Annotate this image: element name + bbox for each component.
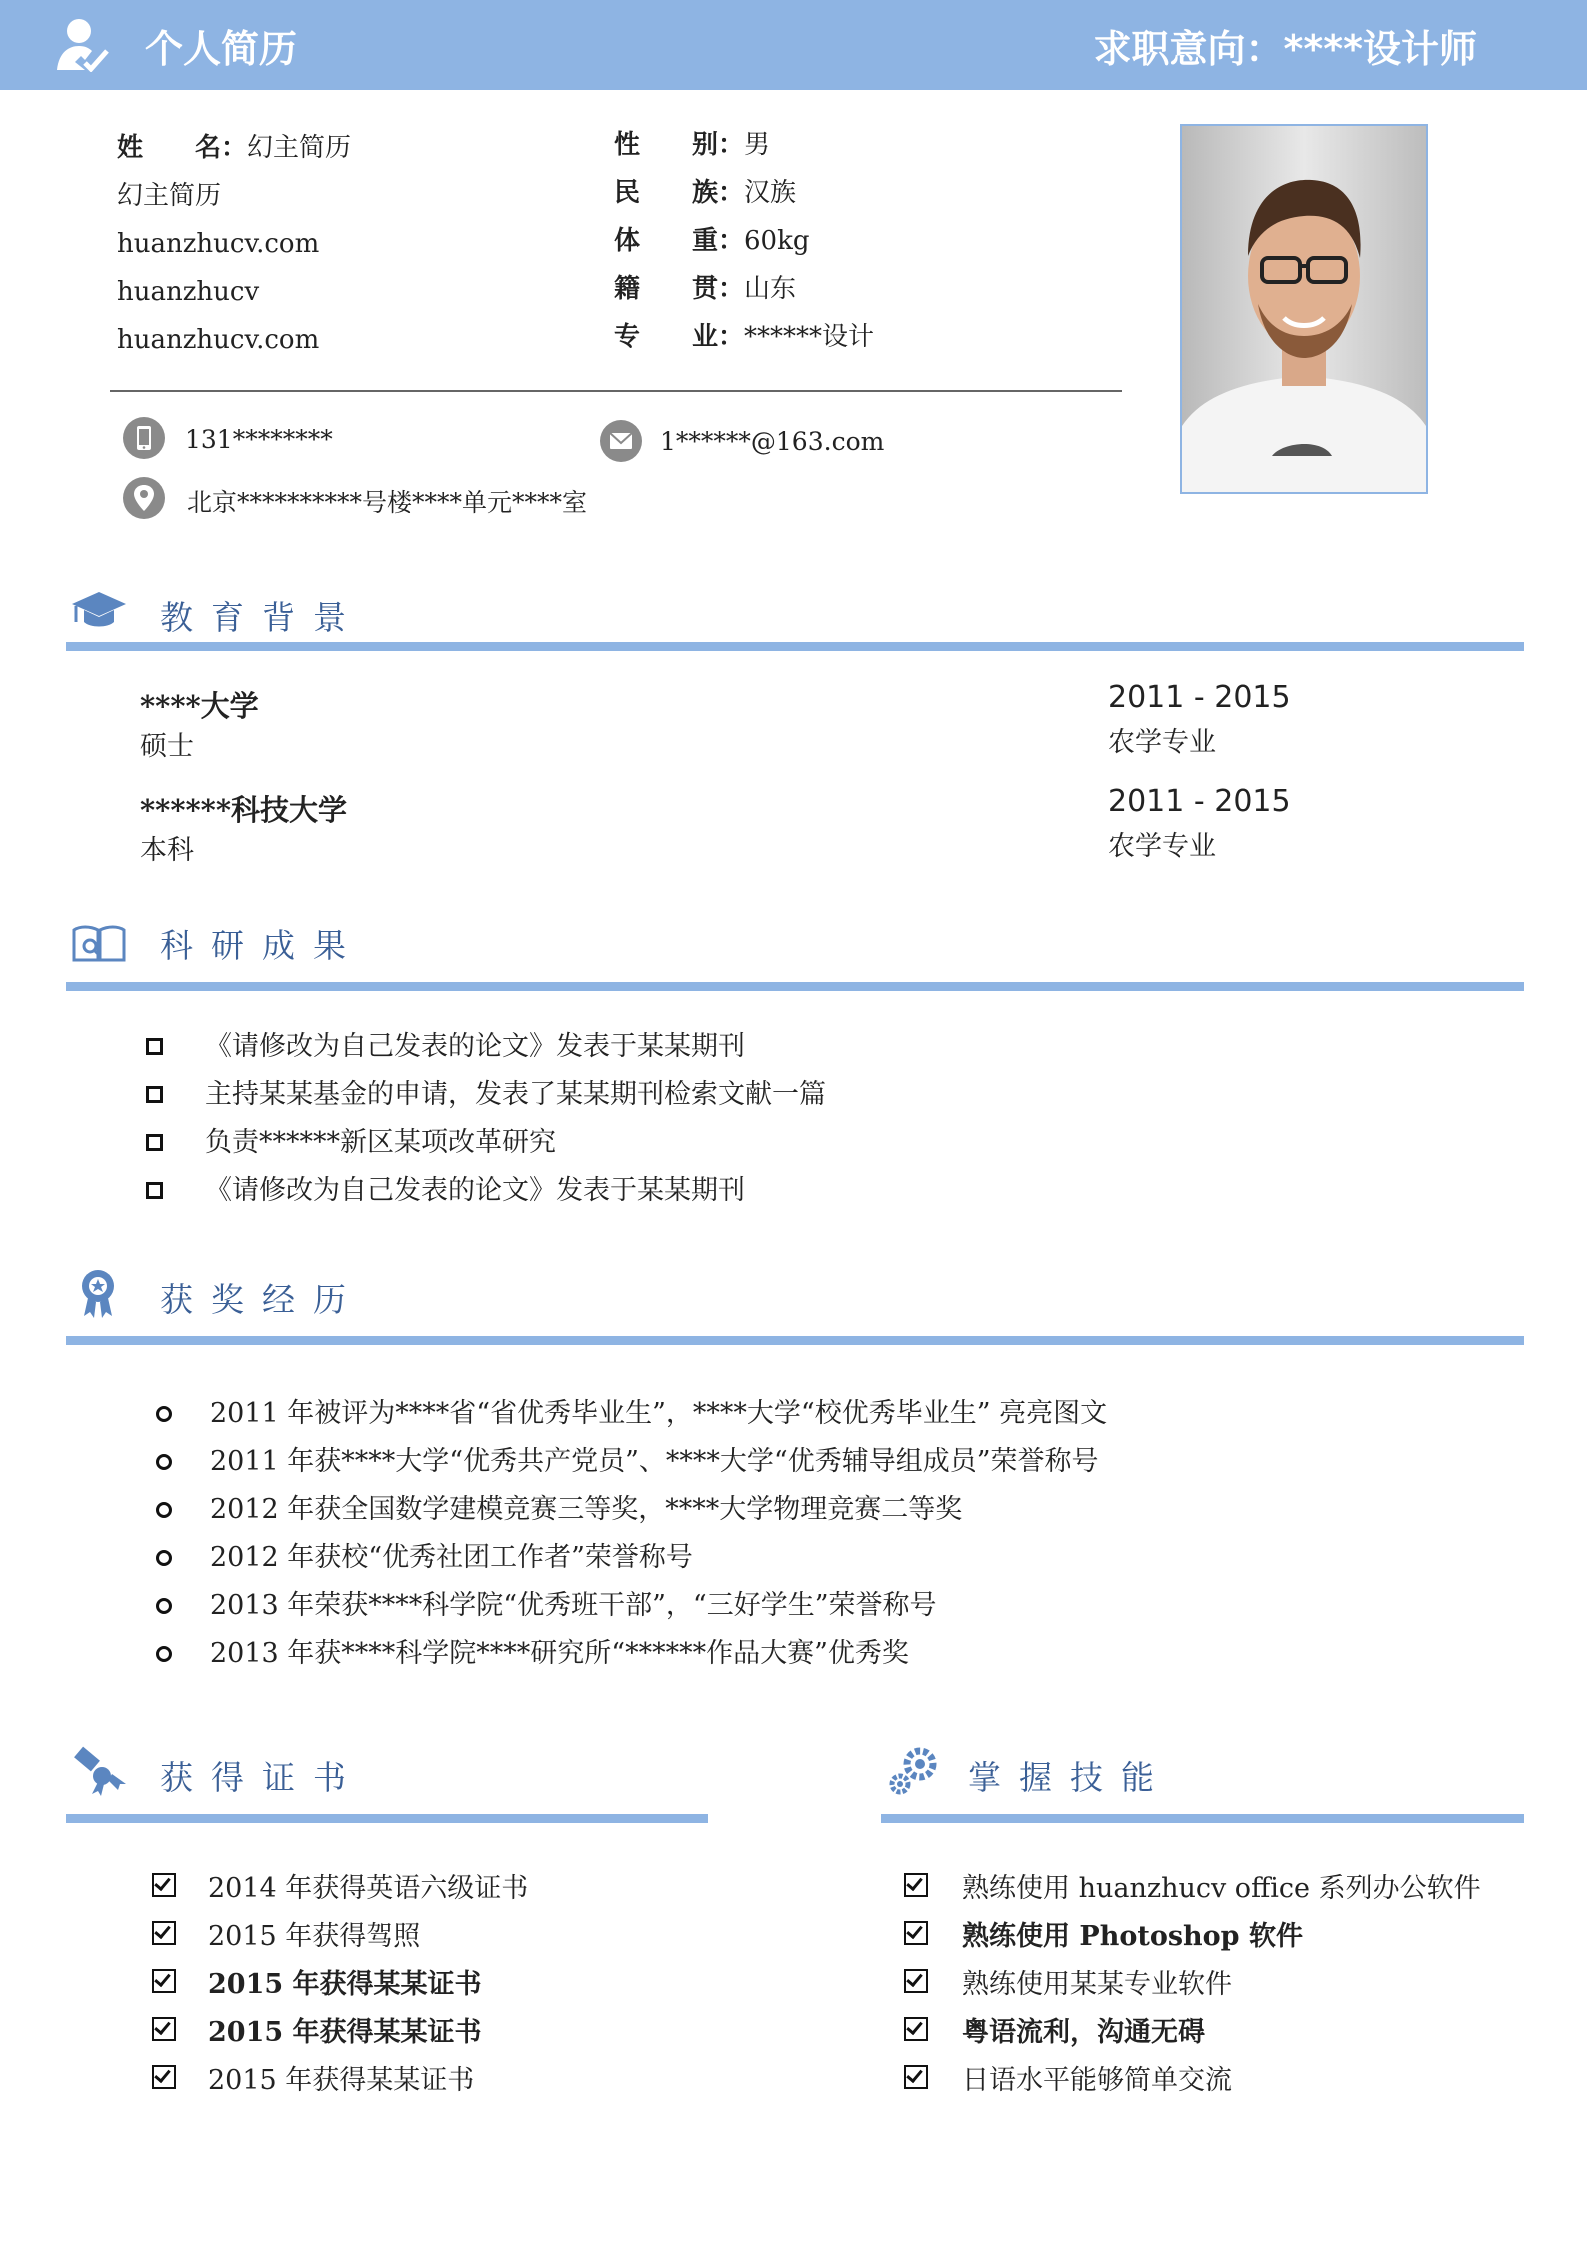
checkbox-icon [152,1873,176,1897]
skill-item-2: 熟练使用 Photoshop 软件 [904,1914,1303,1953]
info-line-3: huanzhucv.com [117,229,320,259]
cert-item-1: 2014 年获得英语六级证书 [152,1866,528,1905]
skill-item-3: 熟练使用某某专业软件 [904,1962,1232,2001]
cert-item-2: 2015 年获得驾照 [152,1914,420,1953]
job-objective: 求职意向：****设计师 [1093,27,1477,71]
ethnicity-row [614,169,796,217]
certificates-title: 获得证书 [160,1758,364,1797]
hometown-row [614,265,796,313]
square-bullet-icon [146,1134,163,1151]
gender-label: 性 别： [614,130,745,160]
major-row [614,313,874,361]
research-bar [66,982,1524,991]
major-value: ******设计 [744,322,875,352]
weight-row [614,217,810,265]
graduation-cap-icon [70,588,128,638]
open-book-icon [70,918,128,968]
certificates-bar [66,1814,708,1823]
awards-bar [66,1336,1524,1345]
ethnicity-value: 汉族 [744,178,797,208]
edu-major-2: 农学专业 [1108,831,1216,862]
checkbox-icon [152,2065,176,2089]
checkbox-icon [904,2017,928,2041]
person-check-icon [55,16,111,72]
cert-item-4: 2015 年获得某某证书 [152,2010,482,2049]
education-title: 教育背景 [160,598,364,637]
edu-school-1: ****大学 [140,689,259,723]
info-line-2: 幻主简历 [117,181,222,211]
info-divider [110,390,1122,392]
award-item-1: 2011 年被评为****省“省优秀毕业生”，****大学“校优秀毕业生” 亮亮图文 [156,1391,1107,1430]
hometown-label: 籍 贯： [614,274,745,304]
research-title: 科研成果 [160,926,364,965]
award-item-2: 2011 年获****大学“优秀共产党员”、****大学“优秀辅导组成员”荣誉称号 [156,1439,1099,1478]
edu-years-2: 2011 - 2015 [1108,784,1291,819]
certificate-icon [70,1746,128,1796]
edu-major-1: 农学专业 [1108,727,1216,758]
gender-row [614,121,770,169]
research-item-2: 主持某某基金的申请，发表了某某期刊检索文献一篇 [146,1072,826,1111]
address: 北京**********号楼****单元****室 [187,488,588,517]
ring-bullet-icon [156,1502,172,1518]
info-line-5: huanzhucv.com [117,325,320,355]
research-item-3: 负责******新区某项改革研究 [146,1120,556,1159]
square-bullet-icon [146,1182,163,1199]
skills-bar [881,1814,1524,1823]
checkbox-icon [152,2017,176,2041]
skill-item-5: 日语水平能够简单交流 [904,2058,1232,2097]
ethnicity-label: 民 族： [614,178,745,208]
location-icon [123,477,165,519]
edu-degree-1: 硕士 [140,731,194,762]
cert-item-5: 2015 年获得某某证书 [152,2058,474,2097]
name-row [117,124,351,172]
ring-bullet-icon [156,1550,172,1566]
ring-bullet-icon [156,1646,172,1662]
weight-value: 60kg [744,226,810,256]
award-item-6: 2013 年获****科学院****研究所“******作品大赛”优秀奖 [156,1631,909,1670]
checkbox-icon [904,1921,928,1945]
awards-title: 获奖经历 [160,1280,364,1319]
weight-label: 体 重： [614,226,745,256]
edu-years-1: 2011 - 2015 [1108,680,1291,715]
checkbox-icon [152,1969,176,1993]
ring-bullet-icon [156,1598,172,1614]
ring-bullet-icon [156,1454,172,1470]
checkbox-icon [904,2065,928,2089]
page-title: 个人简历 [145,27,298,71]
gender-value: 男 [744,130,771,160]
name-label: 姓 名： [117,133,248,163]
profile-photo [1180,124,1428,494]
gears-icon [886,1746,944,1796]
phone-icon [123,417,165,459]
education-bar [66,642,1524,651]
major-label: 专 业： [614,322,745,352]
edu-school-2: ******科技大学 [140,793,347,827]
checkbox-icon [904,1969,928,1993]
award-item-3: 2012 年获全国数学建模竞赛三等奖，****大学物理竞赛二等奖 [156,1487,962,1526]
checkbox-icon [904,1873,928,1897]
skill-item-4: 粤语流利，沟通无碍 [904,2010,1205,2049]
skills-title: 掌握技能 [968,1758,1172,1797]
ring-bullet-icon [156,1406,172,1422]
square-bullet-icon [146,1086,163,1103]
hometown-value: 山东 [744,274,797,304]
email-icon [600,420,642,462]
award-item-4: 2012 年获校“优秀社团工作者”荣誉称号 [156,1535,693,1574]
square-bullet-icon [146,1038,163,1055]
research-item-1: 《请修改为自己发表的论文》发表于某某期刊 [146,1024,745,1063]
email-address: 1******@163.com [660,427,885,456]
edu-degree-2: 本科 [140,835,194,866]
award-ribbon-icon [72,1268,130,1318]
name-value: 幻主简历 [247,133,352,163]
award-item-5: 2013 年荣获****科学院“优秀班干部”，“三好学生”荣誉称号 [156,1583,937,1622]
phone-number: 131******** [185,425,333,454]
skill-item-1: 熟练使用 huanzhucv office 系列办公软件 [904,1866,1481,1905]
cert-item-3: 2015 年获得某某证书 [152,1962,482,2001]
checkbox-icon [152,1921,176,1945]
info-line-4: huanzhucv [117,277,260,307]
research-item-4: 《请修改为自己发表的论文》发表于某某期刊 [146,1168,745,1207]
